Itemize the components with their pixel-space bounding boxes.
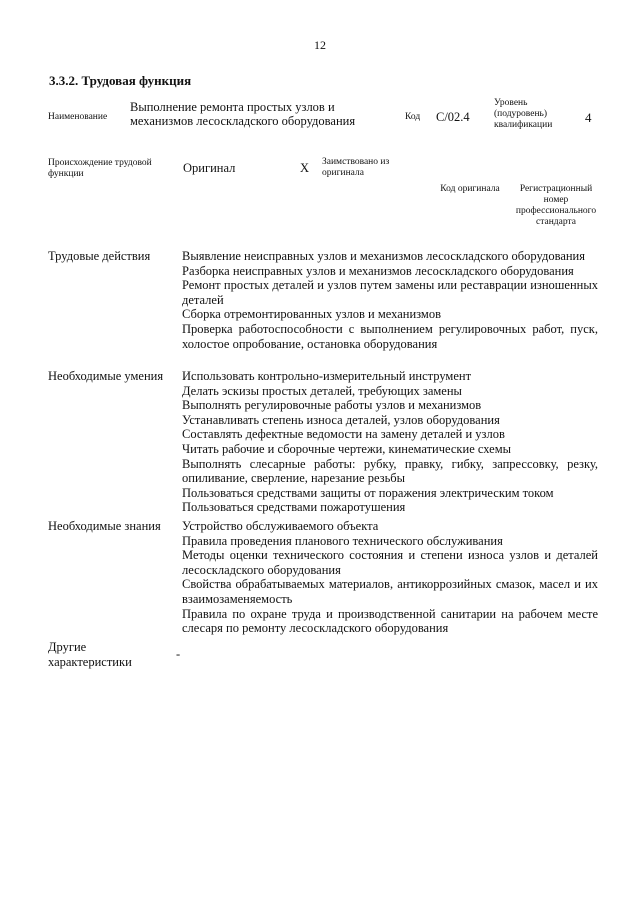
actions-label: Трудовые действия xyxy=(48,249,151,263)
qualification-level-value: 4 xyxy=(585,110,592,125)
function-name: Выполнение ремонта простых узлов и механизмов лесоскладского оборудования xyxy=(130,100,356,128)
list-item: Правила по охране труда и производственной санитарии на рабочем месте слесаря по ремонту лесоскладского оборудования xyxy=(182,606,598,636)
name-label: Наименование xyxy=(48,112,108,122)
borrowed-label: Заимствовано из оригинала xyxy=(322,157,390,178)
list-item: Ремонт простых деталей и узлов путем замены или реставрации изношенных деталей xyxy=(182,278,598,307)
original-code-label: Код оригинала xyxy=(440,184,500,194)
list-item: Правила проведения планового технического обслуживания xyxy=(182,533,503,548)
registration-number-label: Регистрационный номер профессионального стандарта xyxy=(515,184,597,227)
list-item: Читать рабочие и сборочные чертежи, кинематические схемы xyxy=(182,441,512,456)
list-item: Пользоваться средствами защиты от поражения электрическим током xyxy=(182,485,554,500)
origin-label: Происхождение трудовой функции xyxy=(48,158,152,179)
list-item: Выполнять слесарные работы: рубку, правку, гибку, запрессовку, резку, опиливание, сверление, нарезание резьбы xyxy=(182,456,598,486)
other-label: Другие характеристики xyxy=(48,640,132,669)
function-code: C/02.4 xyxy=(436,110,470,124)
qualification-level-label: Уровень (подуровень) квалификации xyxy=(494,98,553,130)
section-title: 3.3.2. Трудовая функция xyxy=(49,73,192,88)
list-item: Проверка работоспособности с выполнением регулировочных работ, пуск, холостое опробование, остановка оборудования xyxy=(182,321,598,351)
list-item: Разборка неисправных узлов и механизмов лесоскладского оборудования xyxy=(182,263,574,278)
skills-label: Необходимые умения xyxy=(48,369,164,383)
origin-original: Оригинал xyxy=(183,161,236,175)
list-item: Выполнять регулировочные работы узлов и механизмов xyxy=(182,398,482,413)
other-value: - xyxy=(176,647,181,661)
actions-list xyxy=(182,249,598,351)
origin-mark: X xyxy=(300,161,310,175)
list-item: Использовать контрольно-измерительный инструмент xyxy=(182,369,472,383)
list-item: Делать эскизы простых деталей, требующих замены xyxy=(182,383,462,398)
list-item: Методы оценки технического состояния и степени износа узлов и деталей лесоскладского оборудования xyxy=(182,548,598,577)
knowledge-list xyxy=(182,519,598,636)
list-item: Пользоваться средствами пожаротушения xyxy=(182,500,406,515)
skills-list xyxy=(182,369,598,515)
list-item: Свойства обрабатываемых материалов, антикоррозийных смазок, масел и их взаимозаменяемость xyxy=(182,577,598,606)
list-item: Устройство обслуживаемого объекта xyxy=(182,519,379,533)
knowledge-label: Необходимые знания xyxy=(48,519,161,533)
list-item: Сборка отремонтированных узлов и механизмов xyxy=(182,307,441,322)
list-item: Устанавливать степень износа деталей, узлов оборудования xyxy=(182,412,500,427)
list-item: Составлять дефектные ведомости на замену деталей и узлов xyxy=(182,427,505,442)
page-number: 12 xyxy=(314,38,326,52)
code-label: Код xyxy=(405,112,421,122)
list-item: Выявление неисправных узлов и механизмов лесоскладского оборудования xyxy=(182,249,585,263)
